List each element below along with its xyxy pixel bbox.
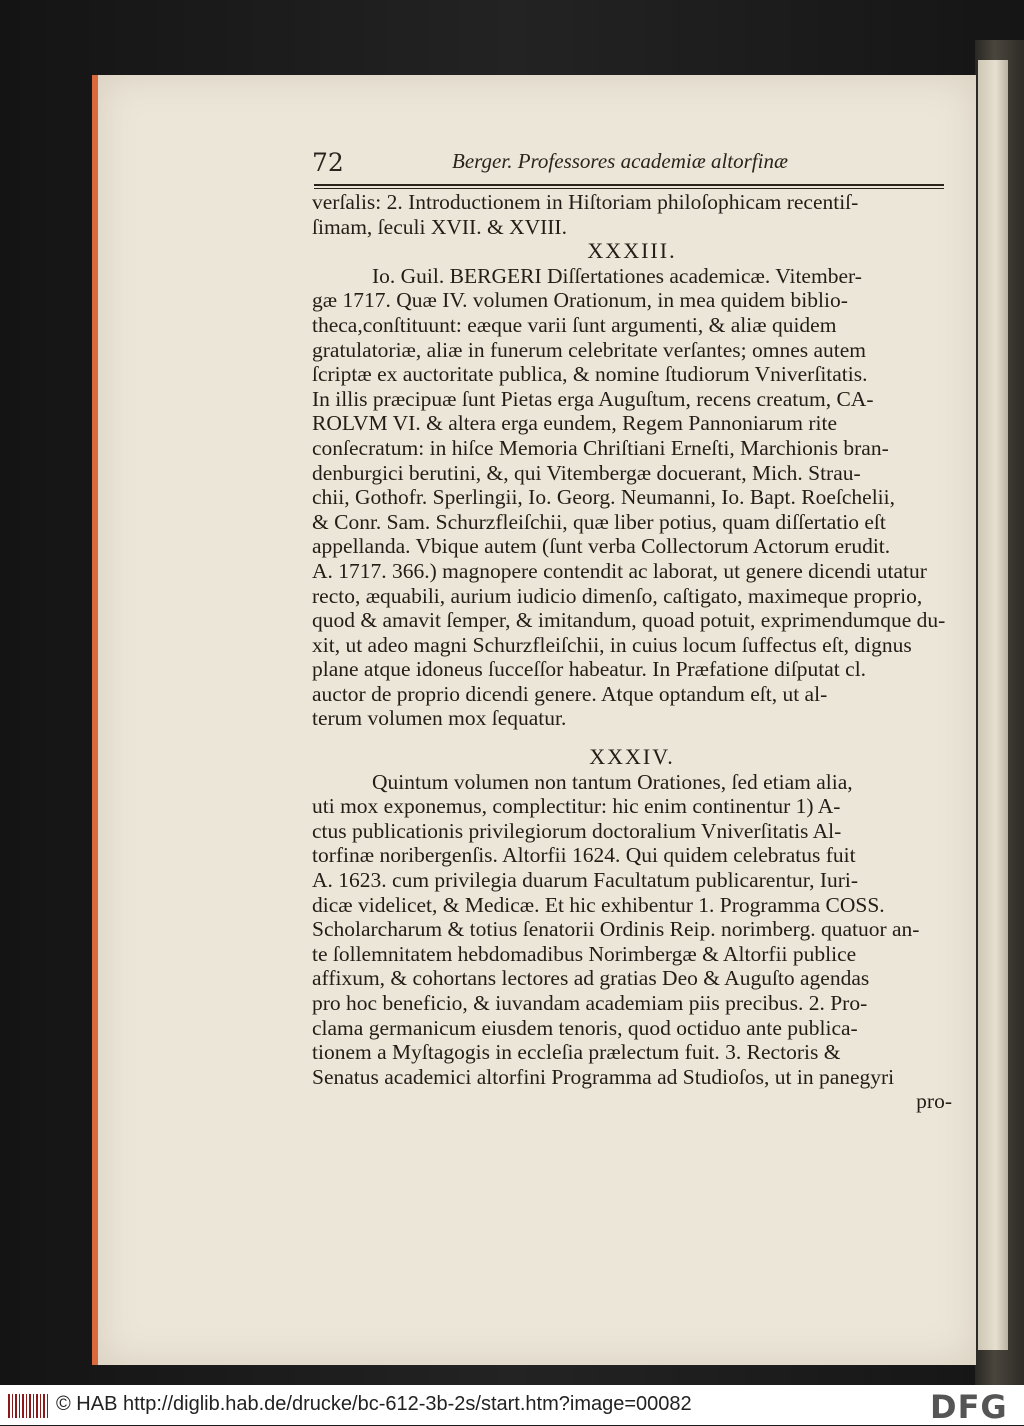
text-line: conſecratum: in hiſce Memoria Chriſtiani Erneſti, Marchionis bran- xyxy=(312,435,889,460)
text-line: gæ 1717. Quæ IV. volumen Orationum, in mea quidem biblio- xyxy=(312,288,848,313)
header-rule-thin xyxy=(314,188,944,189)
text-line: verſalis: 2. Introductionem in Hiſtoriam philoſophicam recentiſ- xyxy=(312,190,859,214)
text-line: ſcriptæ ex auctoritate publica, & nomine ſtudiorum Vniverſitatis. xyxy=(312,362,868,387)
text-line: A. 1623. cum privilegia duarum Facultatum publicarentur, Iuri- xyxy=(312,868,859,893)
text-line: Scholarcharum & totius ſenatorii Ordinis Reip. norimberg. quatuor an- xyxy=(312,917,920,942)
text-line: Io. Guil. BERGERI Diſſertationes academicæ. Vitember- xyxy=(372,263,862,288)
header-rule xyxy=(314,184,944,186)
page-header xyxy=(312,146,952,182)
dfg-logo: DFG xyxy=(930,1388,1008,1426)
text-line: te ſollemnitatem hebdomadibus Norimbergæ & Altorfii publice xyxy=(312,941,857,966)
source-url-link[interactable]: © HAB http://diglib.hab.de/drucke/bc-612-3b-2s/start.htm?image=00082 xyxy=(56,1393,692,1415)
section-heading: XXXIV. xyxy=(589,744,675,770)
text-line: torfinæ noribergenſis. Altorfii 1624. Qui quidem celebratus fuit xyxy=(312,843,856,868)
next-page-edge xyxy=(978,60,1008,1350)
page-number: 72 xyxy=(312,148,344,177)
text-line: theca,conſtituunt: eæque varii ſunt argumenti, & aliæ quidem xyxy=(312,312,837,337)
catchword: pro- xyxy=(916,1089,952,1114)
text-line: appellanda. Vbique autem (ſunt verba Collectorum Actorum erudit. xyxy=(312,534,891,559)
page-text xyxy=(312,190,952,1114)
text-line: xit, ut adeo magni Schurzfleiſchii, in cuius locum ſuffectus eſt, dignus xyxy=(312,632,912,657)
text-line: denburgici berutini, &, qui Vitembergæ docuerant, Mich. Strau- xyxy=(312,460,861,485)
running-head: Berger. Professores academiæ altorfinæ xyxy=(452,149,788,173)
text-line: recto, æquabili, aurium iudicio dimenſo, caſtigato, maximeque proprio, xyxy=(312,583,923,608)
text-line: clama germanicum eiusdem tenoris, quod octiduo ante publica- xyxy=(312,1015,858,1040)
text-line: Senatus academici altorfini Programma ad Studioſos, ut in panegyri xyxy=(312,1064,895,1089)
text-line: dicæ videlicet, & Medicæ. Et hic exhibentur 1. Programma COSS. xyxy=(312,892,885,917)
barcode-logo-icon xyxy=(8,1394,48,1418)
text-line: Quintum volumen non tantum Orationes, ſed etiam alia, xyxy=(372,769,853,794)
text-line: plane atque idoneus ſucceſſor habeatur. In Præfatione diſputat cl. xyxy=(312,657,867,682)
text-line: chii, Gothofr. Sperlingii, Io. Georg. Neumanni, Io. Bapt. Roeſchelii, xyxy=(312,485,895,510)
section-heading: XXXIII. xyxy=(587,238,677,264)
text-line: In illis præcipuæ ſunt Pietas erga Auguſtum, recens creatum, CA- xyxy=(312,386,874,411)
viewer-footer xyxy=(0,1385,1024,1425)
text-line: pro hoc beneficio, & iuvandam academiam piis precibus. 2. Pro- xyxy=(312,991,868,1015)
text-line: tionem a Myſtagogis in eccleſia prælectum fuit. 3. Rectoris & xyxy=(312,1040,841,1065)
text-line: terum volumen mox ſequatur. xyxy=(312,706,567,731)
text-line: ſimam, ſeculi XVII. & XVIII. xyxy=(312,214,567,239)
text-line: ctus publicationis privilegiorum doctoralium Vniverſitatis Al- xyxy=(312,818,842,843)
text-line: ROLVM VI. & altera erga eundem, Regem Pannoniarum rite xyxy=(312,411,838,436)
text-line: A. 1717. 366.) magnopere contendit ac laborat, ut genere dicendi utatur xyxy=(312,558,927,583)
text-line: gratulatoriæ, aliæ in funerum celebritate verſantes; omnes autem xyxy=(312,337,867,362)
text-line: auctor de proprio dicendi genere. Atque optandum eſt, ut al- xyxy=(312,681,828,706)
text-line: affixum, & cohortans lectores ad gratias Deo & Auguſto agendas xyxy=(312,966,870,991)
text-line: uti mox exponemus, complectitur: hic enim continentur 1) A- xyxy=(312,794,841,819)
text-line: & Conr. Sam. Schurzfleiſchii, quæ liber potius, quam diſſertatio eſt xyxy=(312,509,886,534)
text-line: quod & amavit ſemper, & imitandum, quoad potuit, exprimendumque du- xyxy=(312,608,946,633)
